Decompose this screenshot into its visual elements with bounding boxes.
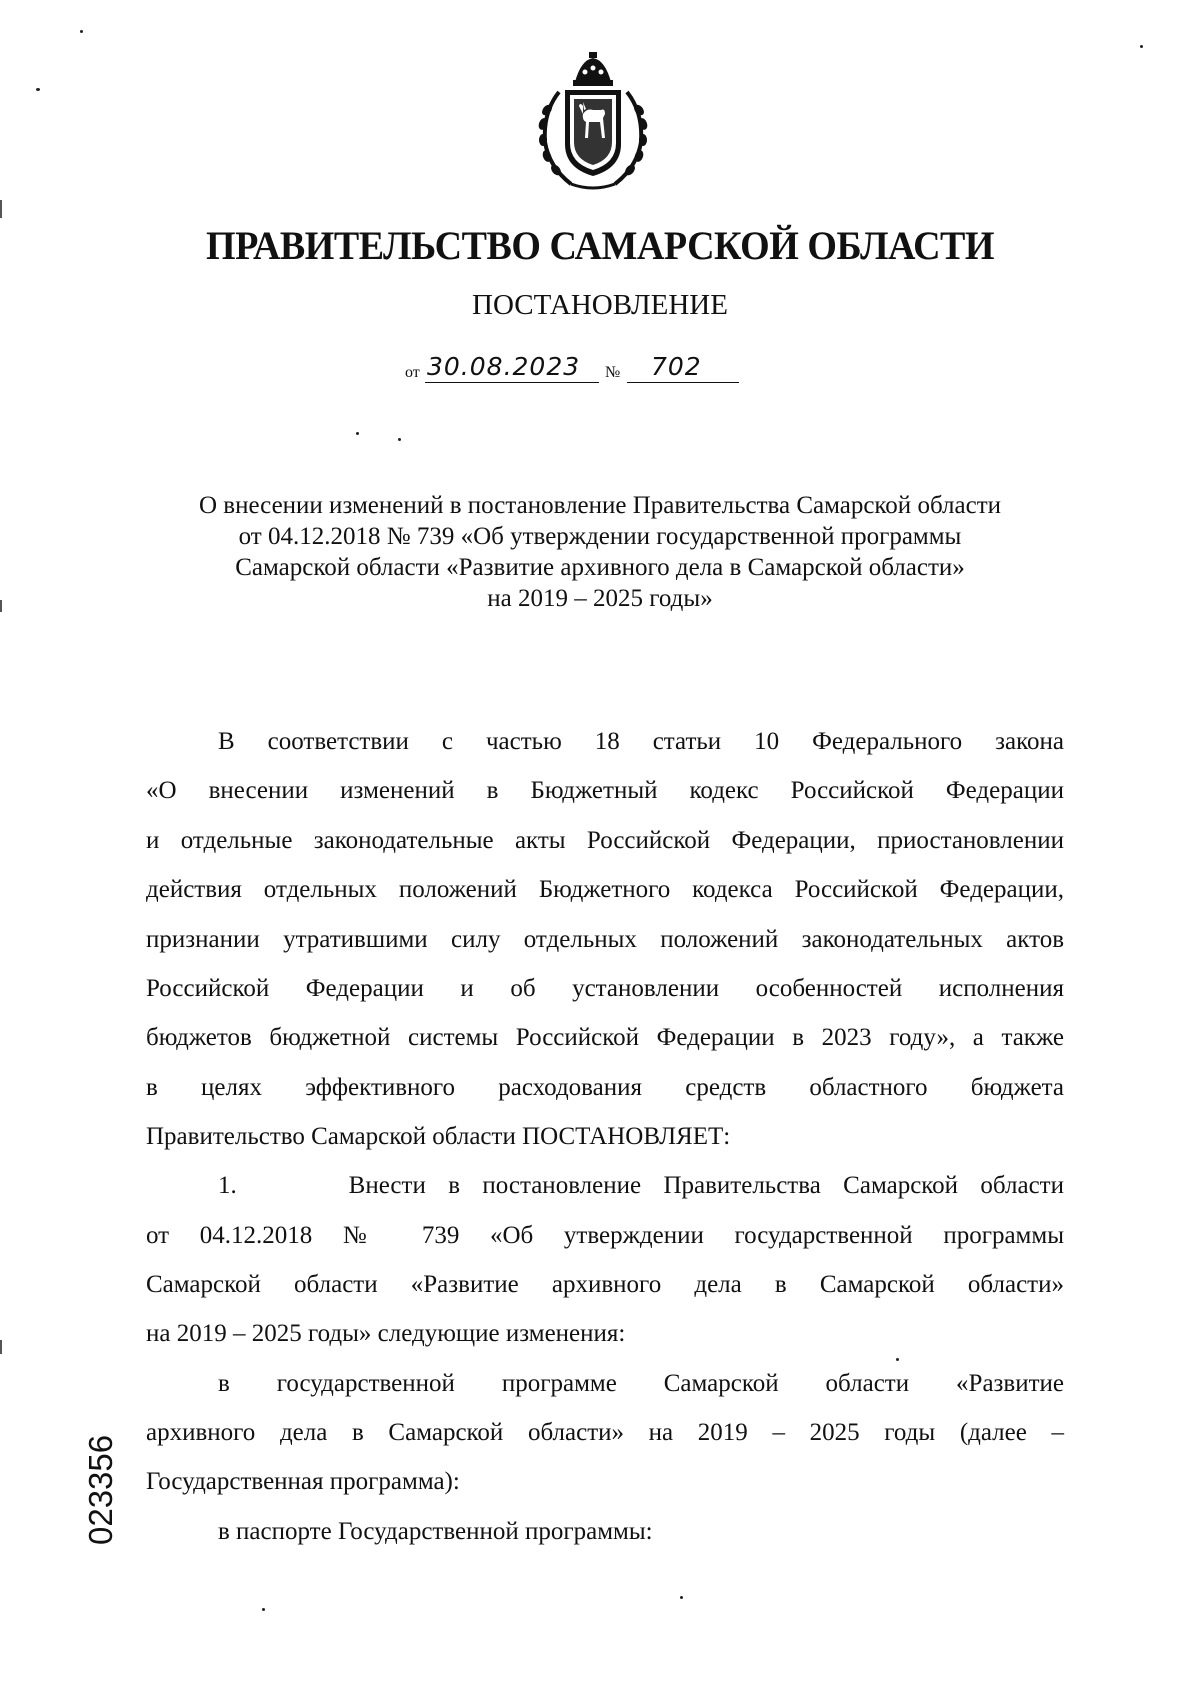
body-line: В соответствии с частью 18 статьи 10 Федерального закона — [218, 728, 1064, 755]
number-label: № — [605, 364, 621, 381]
subject-line: Самарской области «Развитие архивного дела в Самарской области» — [235, 554, 965, 581]
date-number-line — [405, 352, 805, 392]
body-line: от 04.12.2018 № 739 «Об утверждении государственной программы — [146, 1222, 1064, 1249]
handwritten-number: 702 — [651, 352, 702, 381]
registration-stamp-number: 023356 — [82, 1434, 119, 1545]
scan-speck — [80, 30, 83, 33]
scan-speck — [262, 1608, 265, 1611]
scan-edge-mark — [0, 1340, 2, 1354]
subject-line: от 04.12.2018 № 739 «Об утверждении государственной программы — [238, 523, 962, 550]
body-line: Правительство Самарской области ПОСТАНОВЛЯЕТ: — [146, 1123, 731, 1150]
body-line: в целях эффективного расходования средств областного бюджета — [146, 1074, 1064, 1101]
from-label: от — [405, 364, 420, 381]
body-line: 1. Внести в постановление Правительства Самарской области — [218, 1172, 1064, 1199]
body-line: действия отдельных положений Бюджетного кодекса Российской Федерации, — [146, 876, 1064, 903]
body-line: в государственной программе Самарской области «Развитие — [218, 1370, 1064, 1397]
body-line: бюджетов бюджетной системы Российской Федерации в 2023 году», а также — [146, 1024, 1064, 1051]
scan-speck — [896, 1358, 899, 1361]
scan-speck — [356, 432, 359, 435]
coat-of-arms-icon — [531, 52, 655, 192]
document-type: ПОСТАНОВЛЕНИЕ — [472, 289, 728, 321]
body-line: «О внесении изменений в Бюджетный кодекс Российской Федерации — [146, 777, 1064, 804]
subject-line: О внесении изменений в постановление Правительства Самарской области — [198, 492, 1002, 519]
body-line: признании утратившими силу отдельных положений законодательных актов — [146, 926, 1064, 953]
subject-line: на 2019 – 2025 годы» — [487, 585, 713, 612]
scan-speck — [398, 438, 401, 441]
body-line: Государственная программа): — [146, 1468, 460, 1495]
body-line: и отдельные законодательные акты Российской Федерации, приостановлении — [146, 827, 1064, 854]
document-subject — [130, 490, 1070, 614]
body-line: Самарской области «Развитие архивного дела в Самарской области» — [146, 1271, 1064, 1298]
body-line: Российской Федерации и об установлении особенностей исполнения — [146, 975, 1064, 1002]
date-underline — [425, 382, 599, 383]
scan-edge-mark — [0, 600, 2, 612]
body-line: на 2019 – 2025 годы» следующие изменения: — [146, 1320, 626, 1347]
body-line: в паспорте Государственной программы: — [218, 1518, 653, 1545]
scan-speck — [1140, 45, 1143, 48]
organization-title: ПРАВИТЕЛЬСТВО САМАРСКОЙ ОБЛАСТИ — [206, 223, 994, 268]
handwritten-date: 30.08.2023 — [427, 352, 581, 381]
scan-edge-mark — [0, 200, 2, 218]
number-underline — [627, 382, 739, 383]
body-line: архивного дела в Самарской области» на 2019 – 2025 годы (далее – — [146, 1419, 1064, 1446]
scan-speck — [36, 88, 40, 91]
scan-speck — [680, 1596, 683, 1599]
